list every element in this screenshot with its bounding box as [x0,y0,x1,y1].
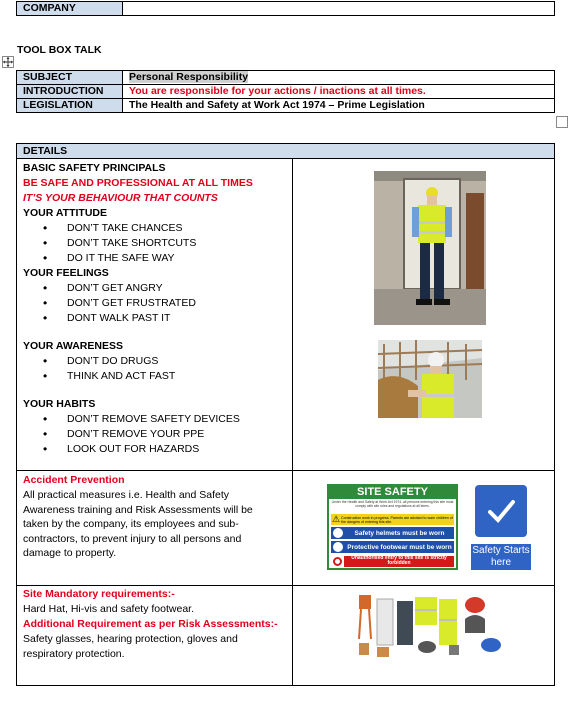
sign-noentry-row [331,555,454,567]
details-header: DETAILS [17,144,555,159]
doc-title: TOOL BOX TALK [17,44,102,56]
worker-photo-site [378,340,482,418]
sign-notice-2: Safety helmets must be worn [354,529,445,537]
list-item: • DO IT THE SAFE WAY [67,251,286,266]
list-item: • DON’T GET FRUSTRATED [67,296,286,311]
list-item: • DONT WALK PAST IT [67,311,286,326]
no-entry-icon [333,557,342,566]
additional-title: Additional Requirement as per Risk Assessments:- [23,618,278,630]
section-title-awareness: YOUR AWARENESS [23,340,123,352]
sign-helmet-row [331,527,454,539]
list-item: • THINK AND ACT FAST [67,369,286,384]
info-row-introduction [17,85,555,99]
info-table [16,70,555,113]
sign-warning-row [331,514,454,525]
info-label: LEGISLATION [17,99,123,113]
list-item: • LOOK OUT FOR HAZARDS [67,442,286,457]
habits-list [23,412,286,457]
principles-images-cell [293,159,555,471]
section-title-attitude: YOUR ATTITUDE [23,207,107,219]
principles-cell [17,159,293,471]
company-value[interactable] [123,2,555,16]
info-row-subject [17,71,555,85]
mandatory-cell [17,586,293,686]
info-label: INTRODUCTION [17,85,123,99]
ppe-equipment-image [357,589,507,659]
info-label: SUBJECT [17,71,123,85]
feelings-list [23,281,286,326]
accident-images-cell [293,471,555,586]
slogan-2: IT’S YOUR BEHAVIOUR THAT COUNTS [23,192,218,204]
mandatory-title: Site Mandatory requirements:- [23,588,175,600]
sign-notice-3: Protective footwear must be worn [347,543,452,551]
details-table [16,143,555,686]
info-row-legislation [17,99,555,113]
accident-title: Accident Prevention [23,474,125,486]
subject-value: Personal Responsibility [129,71,249,83]
checkmark-icon [475,485,527,537]
sign-footwear-row [331,541,454,553]
list-item: • DON’T TAKE SHORTCUTS [67,236,286,251]
info-value [123,71,555,85]
sign-title: SITE SAFETY [329,486,456,499]
safety-starts-here-badge: Safety Starts here [472,545,530,568]
slogan-1: BE SAFE AND PROFESSIONAL AT ALL TIMES [23,177,253,189]
mandatory-body: Hard Hat, Hi-vis and safety footwear. [23,603,194,615]
attitude-list [23,221,286,266]
section-title-habits: YOUR HABITS [23,398,96,410]
table-move-handle-icon[interactable] [2,56,14,68]
company-table [16,1,555,16]
accident-body: All practical measures i.e. Health and Safety Awareness training and Risk Assessments will be taken by the company, its employees and sub-contractors, to prevent injury to all persons and damage to property. [23,489,253,559]
worker-photo-indoor [374,171,486,325]
list-item: • DON’T REMOVE YOUR PPE [67,427,286,442]
introduction-value: You are responsible for your actions / inactions at all times. [123,85,555,99]
ppe-image-cell [293,586,555,686]
list-item: • DON’T REMOVE SAFETY DEVICES [67,412,286,427]
boot-icon [333,542,343,552]
list-item: • DON’T TAKE CHANCES [67,221,286,236]
legislation-value: The Health and Safety at Work Act 1974 – Prime Legislation [123,99,555,113]
site-safety-sign [327,484,458,570]
list-item: • DON’T GET ANGRY [67,281,286,296]
helmet-icon [333,528,343,538]
warning-triangle-icon: ⚠ [331,514,341,524]
sign-notice-1: Construction work in progress. Parents are advised to warn children of the dangers of entering this site. [341,515,453,524]
accident-cell [17,471,293,586]
section-title-feelings: YOUR FEELINGS [23,267,109,279]
company-label: COMPANY [17,2,123,16]
principles-heading: BASIC SAFETY PRINCIPALS [23,162,166,174]
list-item: • DON’T DO DRUGS [67,354,286,369]
sign-notice-4: Unauthorised entry to this site is strictly forbidden [344,556,454,567]
table-resize-handle[interactable] [556,116,568,128]
additional-body: Safety glasses, hearing protection, gloves and respiratory protection. [23,633,238,660]
awareness-list [23,354,286,384]
sign-fine-print: Under the Health and Safety at Work Act 1974, all persons entering this site must comply with site rules and regulations at all times. [331,500,454,508]
